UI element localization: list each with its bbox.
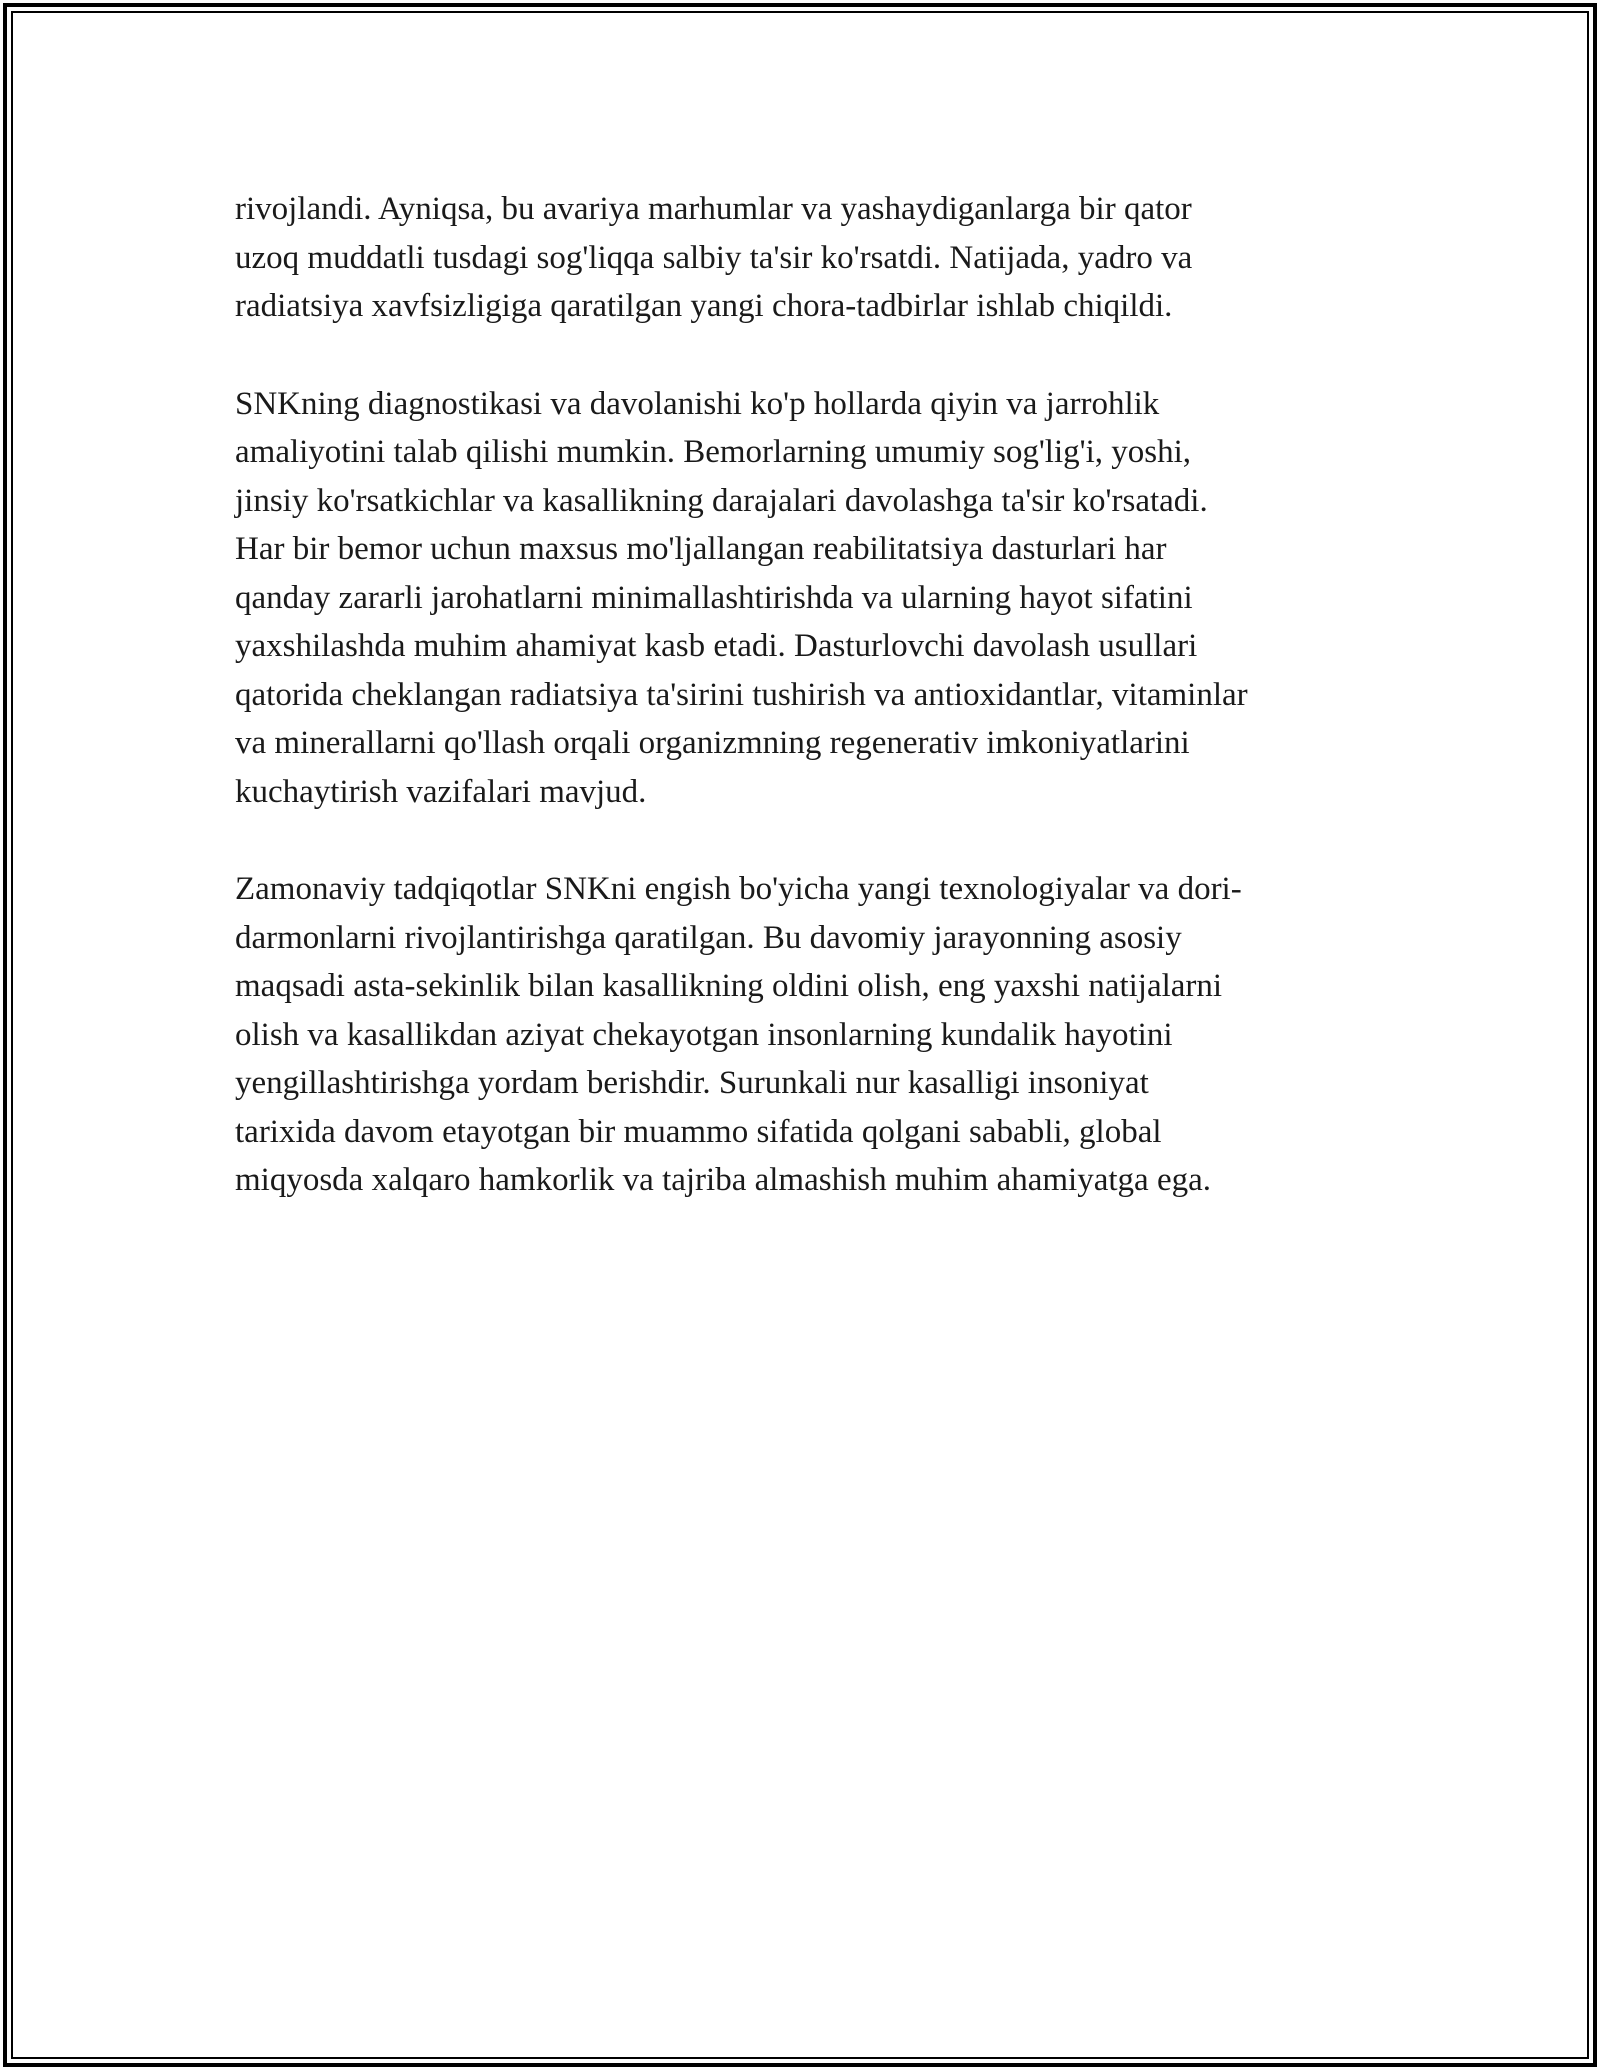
paragraph-radiation-safety: rivojlandi. Ayniqsa, bu avariya marhumlar va yashaydiganlarga bir qator uzoq muddatli tusdagi sog'liqqa salbiy ta'sir ko'rsatdi. Natijada, yadro va radiatsiya xavfsizligiga qaratilgan yangi chora-tadbirlar ishlab chiqildi. <box>235 191 1193 324</box>
document-body <box>235 185 1385 1254</box>
paragraph-modern-research: Zamonaviy tadqiqotlar SNKni engish bo'yicha yangi texnologiyalar va dori- darmonlarni rivojlantirishga qaratilgan. Bu davomiy jarayonning asosiy maqsadi asta-sekinlik bilan kasallikning oldini olish, eng yaxshi natijalarni olish va kasallikdan aziyat chekayotgan insonlarning kundalik hayotini yengillashtirishga yordam berishdir. Surunkali nur kasalligi insoniyat tarixida davom etayotgan bir muammo sifatida qolgani sababli, global miqyosda xalqaro hamkorlik va tajriba almashish muhim ahamiyatga ega. <box>235 871 1242 1198</box>
paragraph-diagnosis-treatment: SNKning diagnostikasi va davolanishi ko'p hollarda qiyin va jarrohlik amaliyotini talab qilishi mumkin. Bemorlarning umumiy sog'lig'i, yoshi, jinsiy ko'rsatkichlar va kasallikning darajalari davolashga ta'sir ko'rsatadi. Har bir bemor uchun maxsus mo'ljallangan reabilitatsiya dasturlari har qanday zararli jarohatlarni minimallashtirishda va ularning hayot sifatini yaxshilashda muhim ahamiyat kasb etadi. Dasturlovchi davolash usullari qatorida cheklangan radiatsiya ta'sirini tushirish va antioxidantlar, vitaminlar va minerallarni qo'llash orqali organizmning regenerativ imkoniyatlarini kuchaytirish vazifalari mavjud. <box>235 385 1248 810</box>
